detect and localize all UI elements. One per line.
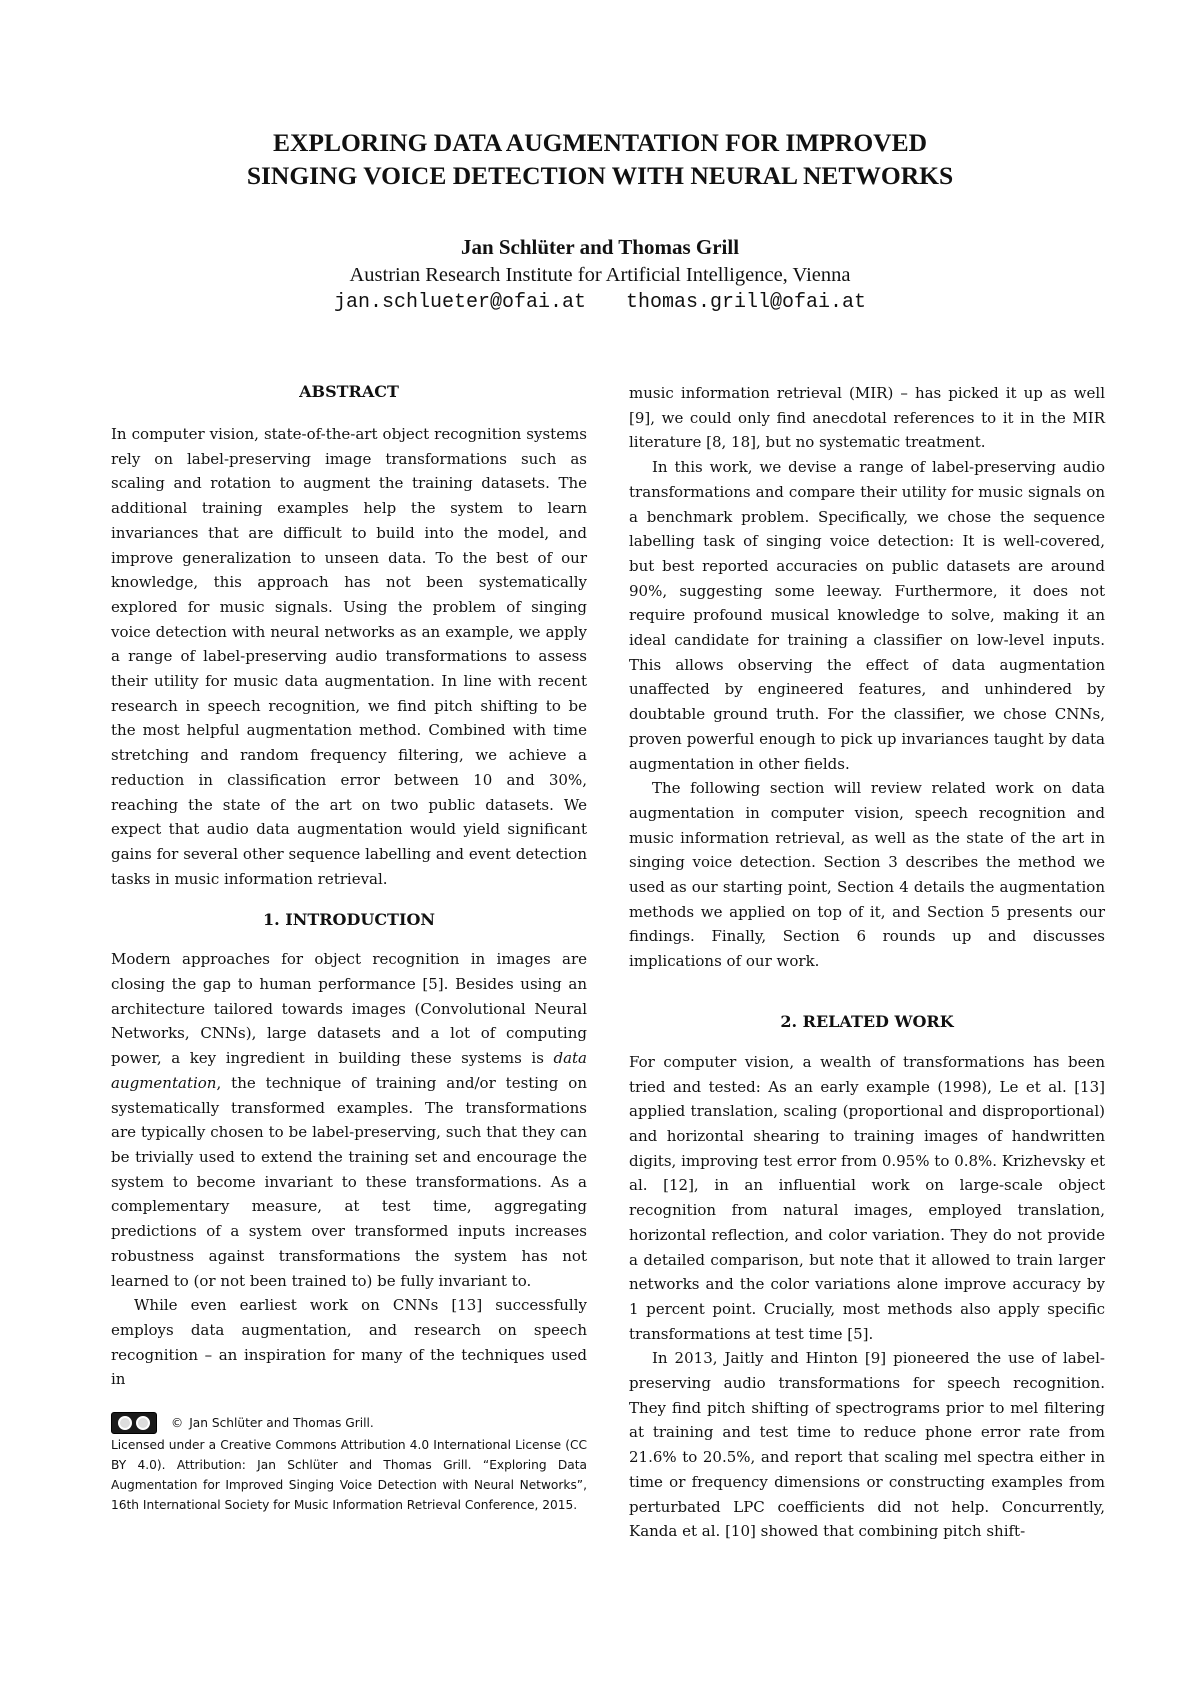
title-line-2: SINGING VOICE DETECTION WITH NEURAL NETWORKS xyxy=(246,161,954,190)
related-work-heading: 2. RELATED WORK xyxy=(780,1011,954,1031)
footnote-header xyxy=(111,1413,587,1433)
intro-p1-end: , the technique of training and/or testing on systematically transformed examples. The transformations are typically chosen to be label-preserving, such that they can be trivially used to extend the training set and encourage the system to become invariant to these transformations. As a complementary measure, at test time, aggregating predictions of a system over transformed inputs increases robustness against transformations the system has not learned to (or not been trained to) be fully invariant to. xyxy=(111,1073,587,1290)
copyright-holders: Jan Schlüter and Thomas Grill. xyxy=(189,1416,374,1430)
cc-by-badge xyxy=(111,1412,157,1434)
paper-title xyxy=(100,126,1100,192)
affiliation: Austrian Research Institute for Artificial Intelligence, Vienna xyxy=(349,264,851,286)
cc-icon xyxy=(118,1416,132,1430)
email-grill: thomas.grill@ofai.at xyxy=(626,291,867,314)
license-footnote xyxy=(111,1413,587,1515)
intro-paragraph-1 xyxy=(111,947,587,1293)
introduction-heading: 1. INTRODUCTION xyxy=(262,910,436,930)
right-paragraph-3: The following section will review related work on data augmentation in computer vision, speech recognition and music information retrieval, as well as the state of the art in singing voice detection. Section 3 describes the method we used as our starting point, Section 4 details the augmentation methods we applied on top of it, and Section 5 presents our findings. Finally, Section 6 rounds up and discusses implications of our work. xyxy=(629,779,1105,971)
copyright-icon: © xyxy=(171,1416,184,1430)
related-paragraph-2: In 2013, Jaitly and Hinton [9] pioneered the use of label-preserving audio transformations for speech recognition. They find pitch shifting of spectrograms prior to mel filtering at training and test time to reduce phone error rate from 21.6% to 20.5%, and report that scaling mel spectra either in time or frequency dimensions or constructing examples from perturbated LPC coefficients did not help. Concurrently, Kanda et al. [10] showed that combining pitch shift- xyxy=(629,1349,1105,1541)
email-schlueter: jan.schlueter@ofai.at xyxy=(333,291,586,314)
right-paragraph-1: music information retrieval (MIR) – has picked it up as well [9], we could only find anecdotal references to it in the MIR literature [8, 18], but no systematic treatment. xyxy=(629,384,1105,452)
abstract-heading: ABSTRACT xyxy=(299,382,399,401)
abstract-text: In computer vision, state-of-the-art object recognition systems rely on label-preserving image transformations such as scaling and rotation to augment the training datasets. The additional training examples help the system to learn invariances that are difficult to build into the model, and improve generalization to unseen data. To the best of our knowledge, this approach has not been systematically explored for music signals. Using the problem of singing voice detection with neural networks as an example, we apply a range of label-preserving audio transformations to assess their utility for music data augmentation. In line with recent research in speech recognition, we find pitch shifting to be the most helpful augmentation method. Combined with time stretching and random frequency filtering, we achieve a reduction in classification error between 10 and 30%, reaching the state of the art on two public datasets. We expect that audio data augmentation would yield significant gains for several other sequence labelling and event detection tasks in music information retrieval. xyxy=(111,425,587,888)
intro-p1-emphasis: data augmentation xyxy=(111,1049,587,1092)
related-paragraph-1: For computer vision, a wealth of transformations has been tried and tested: As an early example (1998), Le et al. [13] applied translation, scaling (proportional and disproportional) and horizontal shearing to training images of handwritten digits, improving test error from 0.95% to 0.8%. Krizhevsky et al. [12], in an influential work on large-scale object recognition from natural images, employed translation, horizontal reflection, and color variation. They do not provide a detailed comparison, but note that it allowed to train larger networks and the color variations alone improve accuracy by 1 percent point. Crucially, most methods also apply specific transformations at test time [5]. xyxy=(629,1052,1105,1343)
title-line-1: EXPLORING DATA AUGMENTATION FOR IMPROVED xyxy=(272,128,928,157)
intro-paragraph-2: While even earliest work on CNNs [13] successfully employs data augmentation, and research on speech recognition – an inspiration for many of the techniques used in xyxy=(111,1296,587,1389)
right-paragraph-2: In this work, we devise a range of label-preserving audio transformations and compare their utility for music signals on a benchmark problem. Specifically, we chose the sequence labelling task of singing voice detection: It is well-covered, but best reported accuracies on public datasets are around 90%, suggesting some leeway. Furthermore, it does not require profound musical knowledge to solve, making it an ideal candidate for training a classifier on low-level inputs. This allows observing the effect of data augmentation unaffected by engineered features, and unhindered by doubtable ground truth. For the classifier, we chose CNNs, proven powerful enough to pick up invariances taught by data augmentation in other fields. xyxy=(629,458,1105,773)
by-icon xyxy=(136,1416,150,1430)
license-text: Licensed under a Creative Commons Attribution 4.0 International License (CC BY 4.0). Attribution: Jan Schlüter and Thomas Grill. “Exploring Data Augmentation for Improved Singing Voice Detection with Neural Networks”, 16th International Society for Music Information Retrieval Conference, 2015. xyxy=(111,1438,587,1512)
authors: Jan Schlüter and Thomas Grill xyxy=(460,235,740,259)
intro-p1-start: Modern approaches for object recognition in images are closing the gap to human performance [5]. Besides using an architecture tailored towards images (Convolutional Neural Networks, CNNs), large datasets and a lot of computing power, a key ingredient in building these systems is xyxy=(111,950,587,1068)
author-emails xyxy=(100,290,1100,316)
left-column xyxy=(111,380,587,1392)
right-column xyxy=(629,381,1105,1544)
